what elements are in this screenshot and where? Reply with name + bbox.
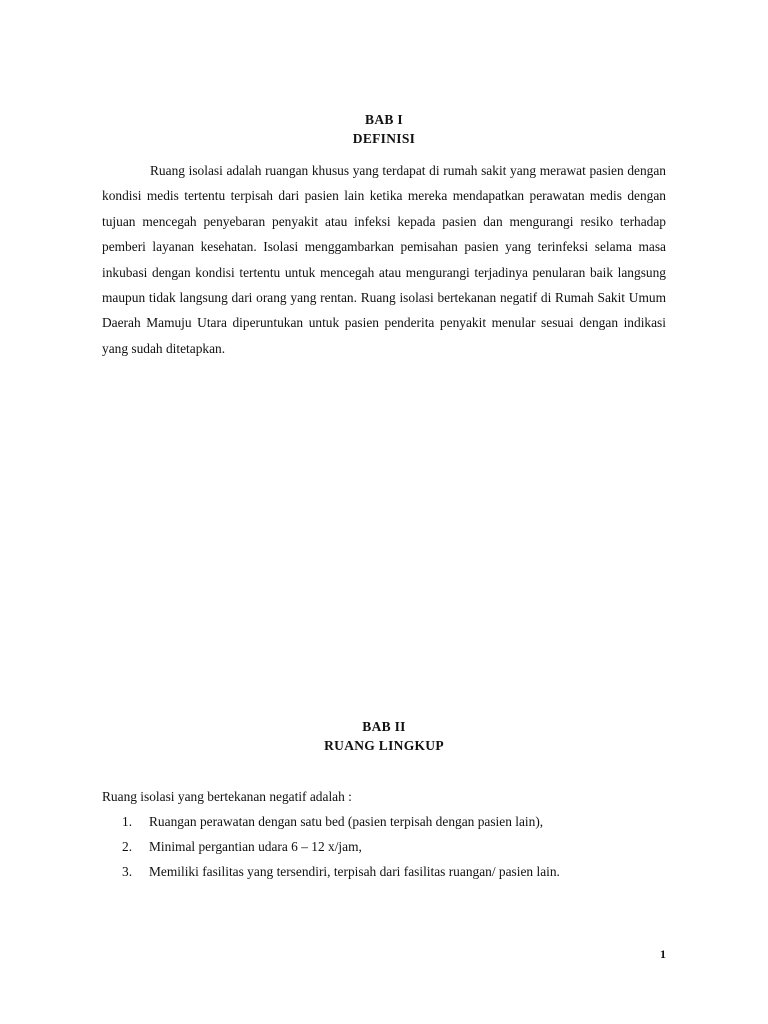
list-item-number: 2. [122,839,133,854]
chapter-2-intro: Ruang isolasi yang bertekanan negatif adalah : [102,789,352,804]
chapter-2-list [102,812,666,887]
list-item-text: Minimal pergantian udara 6 – 12 x/jam, [149,839,362,854]
chapter-1-number: BAB I [365,112,403,127]
chapter-1-paragraph: Ruang isolasi adalah ruangan khusus yang terdapat di rumah sakit yang merawat pasien dengan kondisi medis tertentu terpisah dari pasien lain ketika mereka mendapatkan perawatan medis dengan tujuan mencegah penyebaran penyakit atau infeksi kepada pasien dan mengurangi resiko terhadap pemberi layanan kesehatan. Isolasi menggambarkan pemisahan pasien yang terinfeksi selama masa inkubasi dengan kondisi tertentu untuk mencegah atau mengurangi terjadinya penularan baik langsung maupun tidak langsung dari orang yang rentan. Ruang isolasi bertekanan negatif di Rumah Sakit Umum Daerah Mamuju Utara diperuntukan untuk pasien penderita penyakit menular sesuai dengan indikasi yang sudah ditetapkan. [102,163,666,356]
list-item [102,812,666,837]
list-item [102,837,666,862]
chapter-2-title: RUANG LINGKUP [324,738,444,753]
chapter-2-number: BAB II [362,719,406,734]
list-item-text: Ruangan perawatan dengan satu bed (pasien terpisah dengan pasien lain), [149,814,544,829]
list-item [102,862,666,887]
chapter-2-heading [102,717,666,755]
chapter-1-heading [102,110,666,148]
page-number: 1 [660,947,666,961]
list-item-number: 1. [122,814,133,829]
list-item-number: 3. [122,864,133,879]
chapter-1-title: DEFINISI [352,131,416,146]
list-item-text: Memiliki fasilitas yang tersendiri, terpisah dari fasilitas ruangan/ pasien lain. [149,864,560,879]
